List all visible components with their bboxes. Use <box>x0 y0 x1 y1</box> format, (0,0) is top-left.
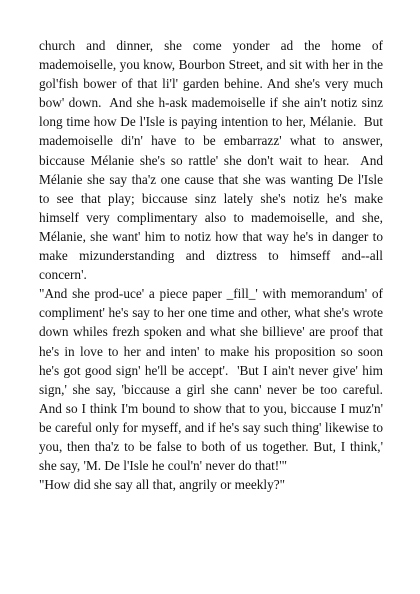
paragraph-1: church and dinner, she come yonder ad the home of mademoiselle, you know, Bourbon Street, and sit with her in the gol'fish bower of that li'l' garden behine. And she's very much bow' down. And she h-ask mademoiselle if she ain't notiz sinz long time how De l'Isle is paying intention to her, Mélanie. But mademoiselle di'n' have to be embarrazz' what to answer, biccause Mélanie she's so rattle' she don't wait to hear. And Mélanie she say tha'z one cause that she was wanting De l'Isle to see that play; biccause sinz lately she's notiz he's make himself very complimentary also to mademoiselle, and she, Mélanie, she want' him to notiz how that way he's in danger to make mizunderstanding and diztress to himseff and--all concern'. <box>39 38 387 283</box>
text-body <box>39 36 390 494</box>
paragraph-2: "And she prod-uce' a piece paper _fill_' with memorandum' of compliment' he's say to her one time and other, what she's wrote down whiles frezh spoken and what she billieve' are proof that he's in love to her and inten' to make his proposition so soon he's got good sign' he'll be accept'. 'But I ain't never give' him sign,' she say, 'biccause a girl she cann' never be too careful. And so I think I'm bound to show that to you, biccause I muz'n' be careful only for myseff, and if he's say such thing' likewise to you, then tha'z to be false to both of us together. But, I think,' she say, 'M. De l'Isle he coul'n' never do that!'" <box>39 286 390 474</box>
paragraph-3: "How did she say all that, angrily or meekly?" <box>39 477 286 493</box>
